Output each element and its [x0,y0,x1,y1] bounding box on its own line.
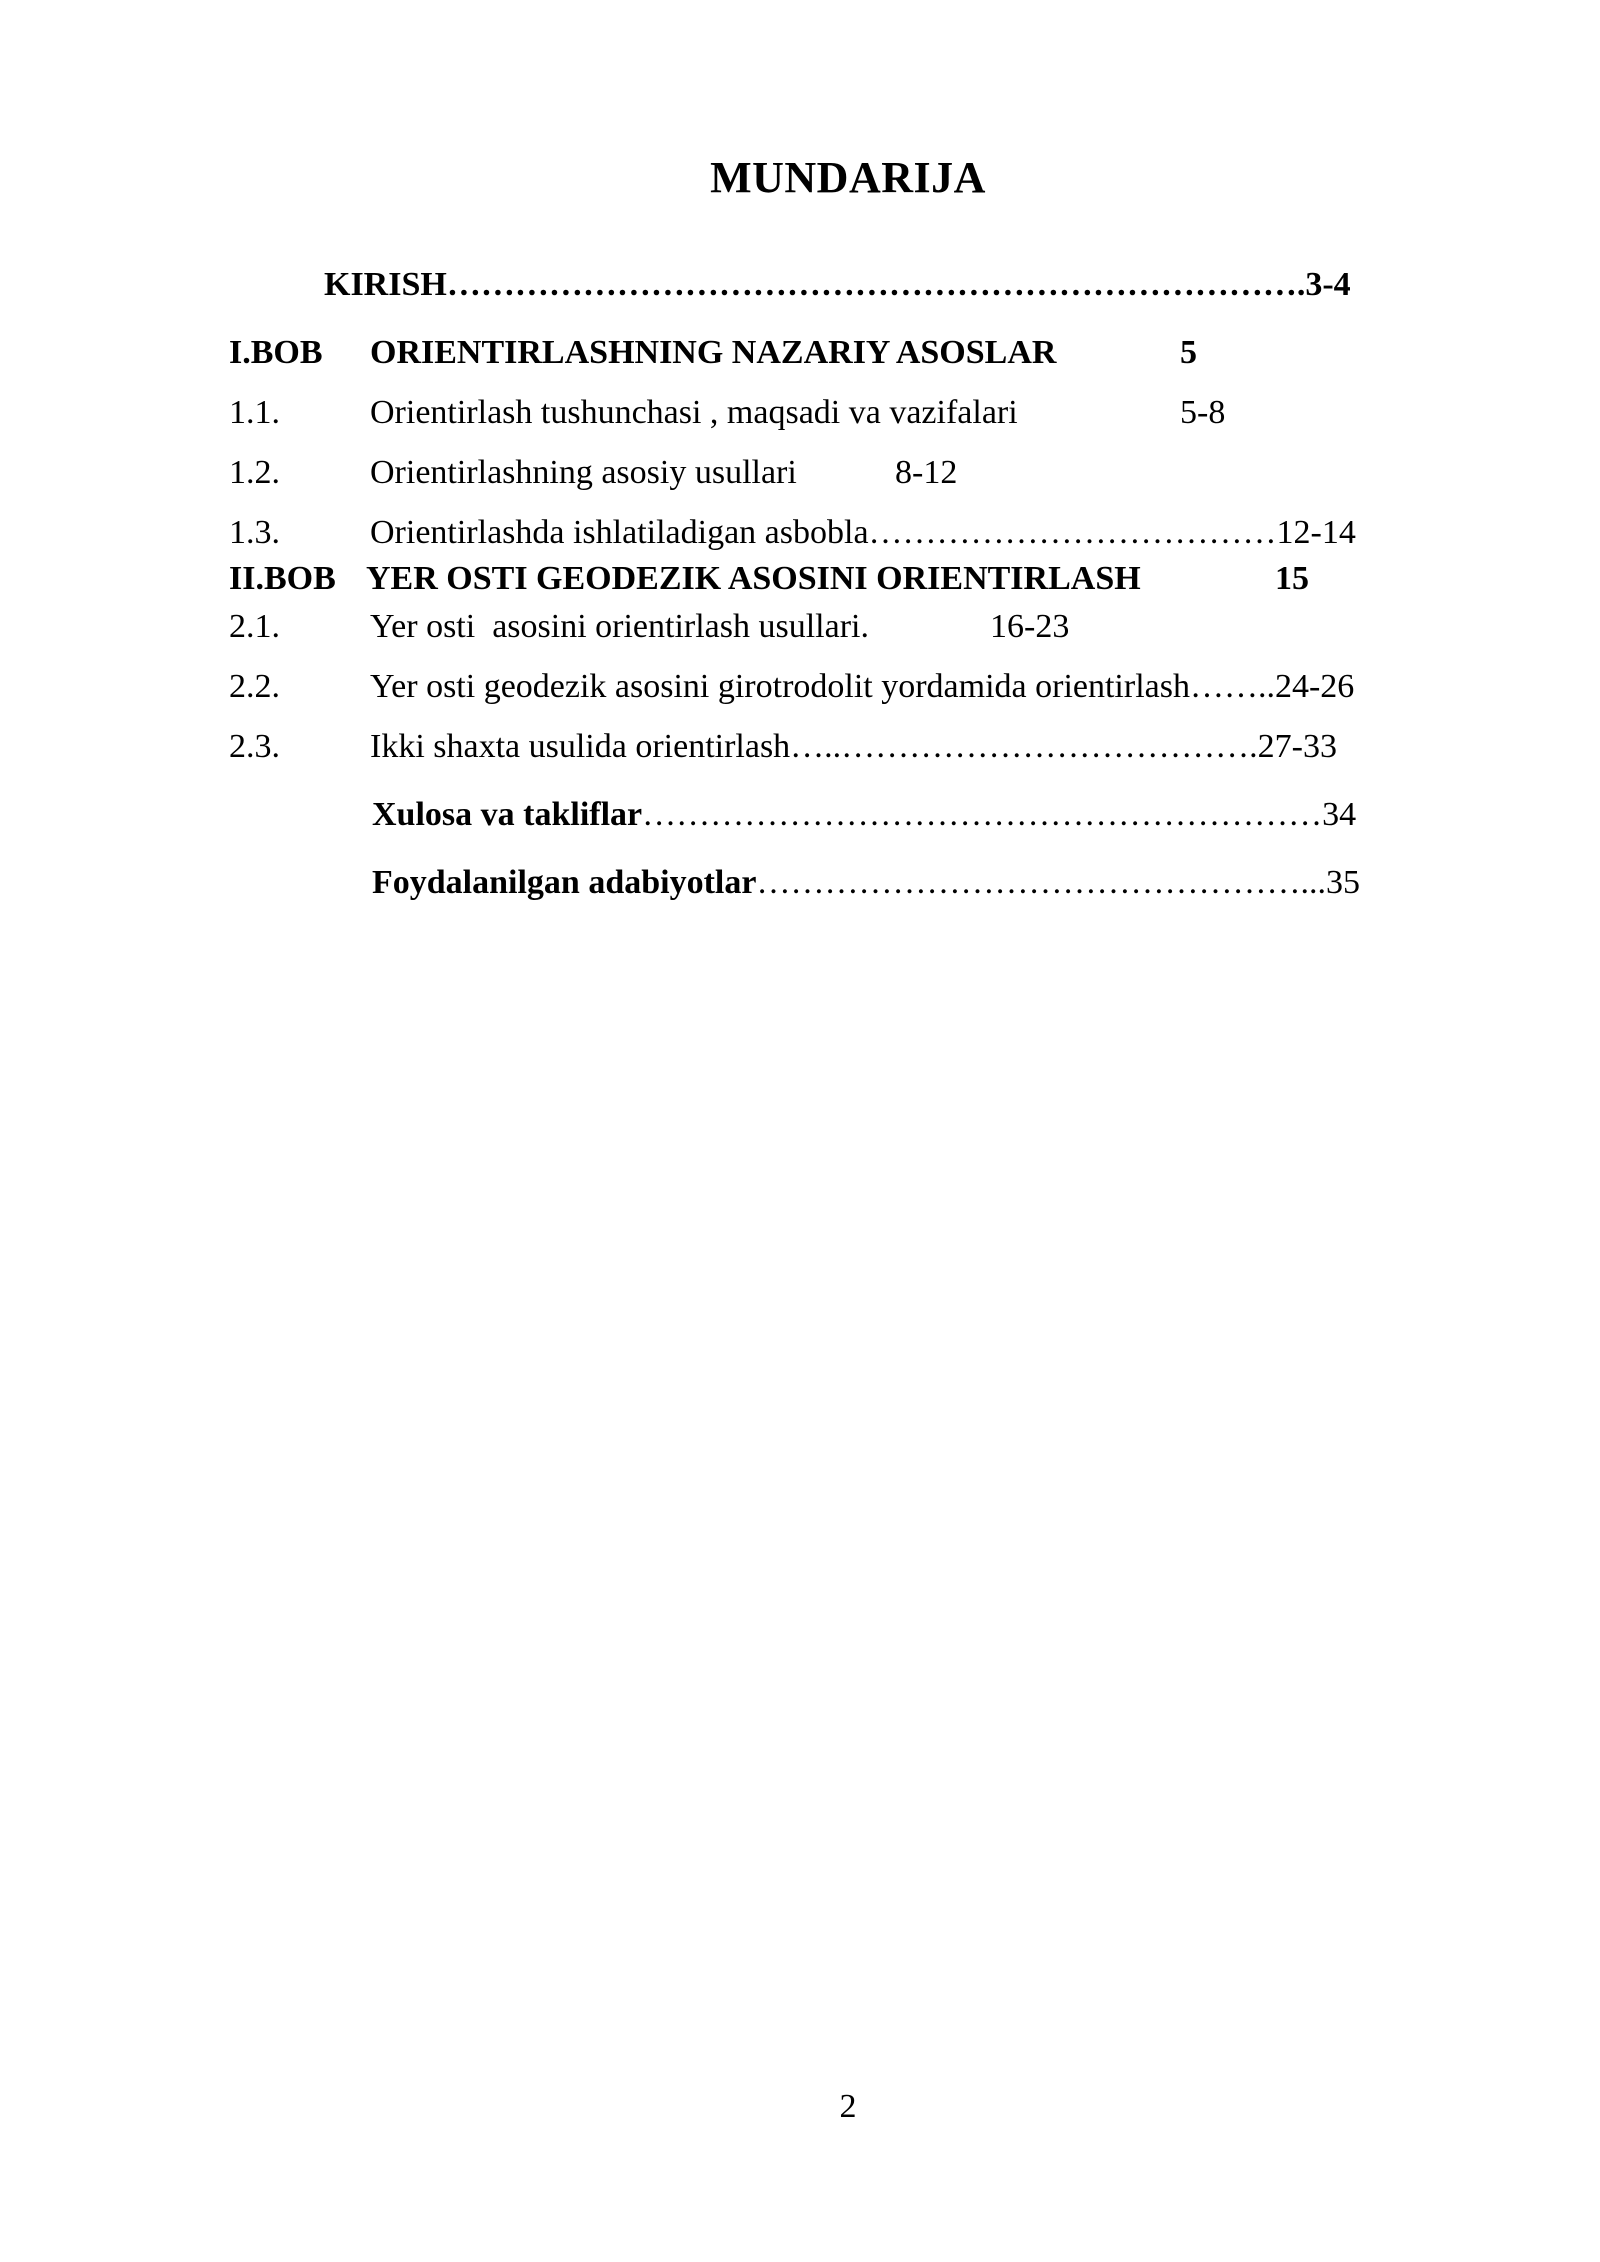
toc-section-2-2-title: Yer osti geodezik asosini girotrodolit yordamida orientirlash……..24-26 [370,668,1355,705]
toc-section-2-3-title: Ikki shaxta usulida orientirlash…..……………………………….27-33 [370,728,1338,765]
toc-section-2-3-number: 2.3. [229,728,280,765]
toc-section-2-1-number: 2.1. [229,608,280,645]
toc-entry-xulosa-leader: ……………………………………………………34 [642,796,1357,833]
toc-chapter-1-page: 5 [1180,334,1197,371]
toc-section-1-2-page: 8-12 [895,454,958,491]
toc-chapter-2-number: II.BOB [229,560,336,597]
toc-chapter-2-page: 15 [1275,560,1309,597]
toc-entry-adabiyotlar-leader: …………………………………………...35 [756,864,1360,901]
toc-section-2-2-number: 2.2. [229,668,280,705]
toc-chapter-1-title: ORIENTIRLASHNING NAZARIY ASOSLAR [370,334,1057,371]
toc-section-1-3-title: Orientirlashda ishlatiladigan asbobla………………………………12-14 [370,514,1356,551]
toc-chapter-2-title: YER OSTI GEODEZIK ASOSINI ORIENTIRLASH [366,560,1141,597]
toc-chapter-1-number: I.BOB [229,334,323,371]
toc-entry-adabiyotlar [372,866,1360,900]
toc-entry-xulosa [372,798,1356,832]
page-title: MUNDARIJA [710,153,986,202]
page-number: 2 [839,2088,857,2125]
toc-section-1-1-page: 5-8 [1180,394,1226,431]
toc-section-1-1-title: Orientirlash tushunchasi , maqsadi va vazifalari [370,394,1018,431]
toc-section-1-3-number: 1.3. [229,514,280,551]
toc-section-1-2-title: Orientirlashning asosiy usullari [370,454,797,491]
toc-section-2-1-page: 16-23 [990,608,1070,645]
toc-section-1-1-number: 1.1. [229,394,280,431]
toc-section-2-1-title: Yer osti asosini orientirlash usullari. [370,608,869,645]
toc-entry-xulosa-label: Xulosa va takliflar [372,796,643,833]
toc-entry-kirish: KIRISH………………………………………………………………….3-4 [324,266,1351,303]
toc-entry-adabiyotlar-label: Foydalanilgan adabiyotlar [372,864,757,901]
toc-section-1-2-number: 1.2. [229,454,280,491]
